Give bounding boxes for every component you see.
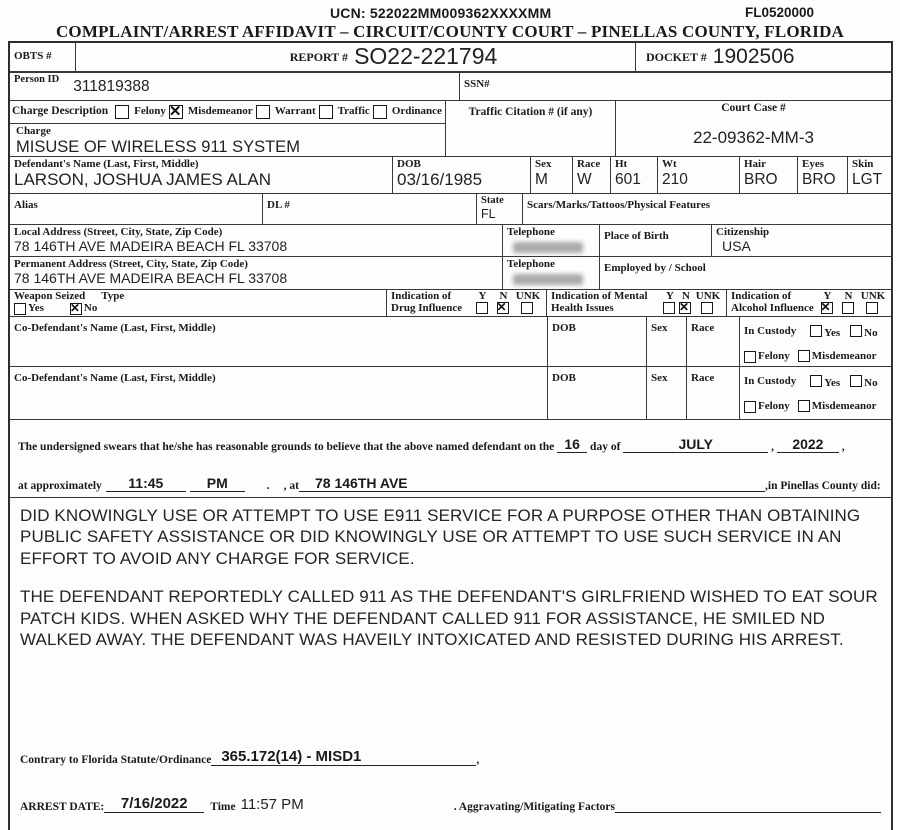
report-number-cell (76, 43, 636, 71)
statement-line1-text: The undersigned swears that he/she has reasonable grounds to believe that the above named defendant on the (18, 441, 555, 454)
alias-cell (10, 194, 263, 224)
codefendant-custody-cell (740, 317, 891, 366)
drug-influence-label-2: Drug Influence (391, 302, 463, 315)
hair-label: Hair (744, 158, 766, 170)
weight-cell (658, 157, 740, 193)
local-telephone-label: Telephone (507, 226, 555, 238)
ampm-blank: PM (190, 475, 245, 492)
defendant-row (10, 157, 891, 194)
alcohol-y-checkbox (821, 302, 833, 314)
person-id-cell (10, 73, 460, 100)
traffic-checkbox (319, 105, 333, 119)
height-cell (611, 157, 658, 193)
misdemeanor-label: Misdemeanor (187, 105, 253, 118)
person-id-label: Person ID (14, 74, 60, 85)
sex-label: Sex (535, 158, 552, 170)
redacted-telephone-value (513, 242, 583, 253)
y-column-label: Y (823, 290, 832, 303)
month-blank: JULY (623, 436, 768, 453)
aggravating-blank (615, 812, 881, 813)
local-address-label: Local Address (Street, City, State, Zip Code) (14, 226, 223, 238)
alcohol-influence-label-1: Indication of (731, 290, 792, 303)
mental-health-label-2: Health Issues (551, 302, 614, 315)
comma: , (771, 441, 775, 454)
mental-y-checkbox (663, 302, 675, 314)
unk-column-label: UNK (695, 290, 721, 303)
statute-label: Contrary to Florida Statute/Ordinance (20, 754, 212, 767)
form-code: FL0520000 (745, 5, 815, 20)
court-case-number: 22-09362-MM-3 (693, 127, 814, 147)
court-case-label: Court Case # (721, 102, 786, 114)
docket-number: 1902506 (712, 45, 795, 69)
local-address-cell (10, 225, 503, 256)
custody-yes-checkbox (810, 325, 822, 337)
obts-cell (10, 43, 76, 71)
dob-value: 03/16/1985 (397, 170, 483, 190)
codefendant-name-cell (10, 317, 548, 366)
weapon-no-label: No (83, 302, 98, 315)
codefendant-dob-label: DOB (552, 372, 576, 384)
charge-row (10, 101, 891, 157)
location-blank: 78 146TH AVE (299, 475, 765, 492)
charge-value-cell (10, 124, 445, 156)
mental-health-cell (547, 290, 727, 316)
custody-no-checkbox (850, 375, 862, 387)
alcohol-n-checkbox (842, 302, 854, 314)
codefendant-custody-cell (740, 367, 891, 419)
race-cell (573, 157, 611, 193)
traffic-citation-label: Traffic Citation # (if any) (468, 106, 593, 118)
alias-row (10, 194, 891, 225)
alcohol-influence-label-2: Alcohol Influence (731, 302, 814, 315)
weight-label: Wt (662, 158, 677, 170)
report-number: SO22-221794 (354, 43, 498, 70)
weapon-yes-checkbox (14, 303, 26, 315)
codefendant-dob-cell (548, 367, 647, 419)
obts-report-docket-row (10, 43, 891, 73)
report-label: REPORT # (289, 49, 349, 64)
state-label: State (481, 195, 504, 206)
codefendant-name-label: Co-Defendant's Name (Last, First, Middle) (14, 322, 216, 334)
sex-value: M (535, 171, 548, 189)
drug-y-checkbox (476, 302, 488, 314)
felony-label: Felony (134, 105, 166, 118)
charge-label: Charge (16, 125, 51, 137)
codefendant-row-2 (10, 367, 891, 420)
local-telephone-cell (503, 225, 600, 256)
weapon-no-checkbox (70, 303, 82, 315)
state-value: FL (481, 206, 496, 221)
ssn-cell (460, 73, 891, 100)
height-value: 601 (615, 171, 641, 189)
y-column-label: Y (478, 290, 487, 303)
custody-felony-label: Felony (758, 350, 790, 363)
court-case-cell (616, 101, 891, 156)
sworn-statement (10, 420, 891, 498)
skin-label: Skin (852, 158, 874, 170)
arrest-time-value: 11:57 PM (240, 795, 304, 813)
drug-n-checkbox (497, 302, 509, 314)
custody-yes-label: Yes (824, 377, 841, 389)
custody-felony-checkbox (744, 401, 756, 413)
custody-misdemeanor-label: Misdemeanor (811, 350, 877, 363)
person-id-value: 311819388 (73, 78, 150, 95)
at-approximately-label: at approximately (18, 480, 102, 493)
skin-cell (848, 157, 891, 193)
in-custody-label: In Custody (744, 375, 797, 388)
n-column-label: N (682, 290, 690, 303)
traffic-label: Traffic (337, 105, 370, 118)
weapon-type-label: Type (101, 290, 125, 303)
y-column-label: Y (666, 290, 674, 303)
citizenship-label: Citizenship (716, 226, 770, 238)
narrative-section (10, 498, 891, 830)
state-cell (477, 194, 523, 224)
charge-type-checkbox-strip (10, 101, 445, 124)
affidavit-form (8, 41, 893, 830)
mental-health-label-1: Indication of Mental (551, 290, 648, 303)
codefendant-race-cell (687, 367, 740, 419)
weapon-seized-cell (10, 290, 387, 316)
arrest-date-blank: 7/16/2022 (104, 795, 204, 813)
docket-number-cell (636, 43, 891, 71)
unk-column-label: UNK (515, 290, 541, 303)
ordinance-label: Ordinance (391, 105, 442, 118)
permanent-telephone-cell (503, 257, 600, 289)
n-column-label: N (844, 290, 853, 303)
place-of-birth-label: Place of Birth (604, 230, 669, 242)
time-label: Time (210, 801, 236, 814)
permanent-address-cell (10, 257, 503, 289)
citizenship-cell (712, 225, 891, 256)
alias-label: Alias (14, 199, 38, 211)
defendant-name-label: Defendant's Name (Last, First, Middle) (14, 158, 199, 170)
sex-cell (531, 157, 573, 193)
permanent-address-value: 78 146TH AVE MADEIRA BEACH FL 33708 (14, 270, 288, 287)
custody-misdemeanor-checkbox (798, 400, 810, 412)
scars-cell (523, 194, 891, 224)
dl-number-label: DL # (267, 199, 290, 211)
drug-unk-checkbox (521, 302, 533, 314)
indicators-row (10, 290, 891, 317)
citizenship-value: USA (722, 238, 751, 255)
custody-no-label: No (864, 327, 878, 339)
aggravating-label: . Aggravating/Mitigating Factors (453, 801, 615, 814)
felony-checkbox (115, 105, 129, 119)
alcohol-unk-checkbox (866, 302, 878, 314)
hair-cell (740, 157, 798, 193)
custody-no-label: No (864, 377, 878, 389)
n-column-label: N (499, 290, 508, 303)
codefendant-sex-cell (647, 317, 687, 366)
codefendant-sex-label: Sex (651, 372, 668, 384)
permanent-address-label: Permanent Address (Street, City, State, Zip Code) (14, 258, 248, 270)
eyes-value: BRO (802, 171, 836, 189)
document-title: COMPLAINT/ARREST AFFIDAVIT – CIRCUIT/COUNTY COURT – PINELLAS COUNTY, FLORIDA (55, 22, 845, 41)
codefendant-sex-label: Sex (651, 322, 668, 334)
hair-value: BRO (744, 171, 778, 189)
ucn-number: UCN: 522022MM009362XXXXMM (330, 5, 552, 21)
day-of-label: day of (590, 441, 621, 454)
arrest-date-label: ARREST DATE: (20, 801, 105, 814)
incident-narrative-paragraph: THE DEFENDANT REPORTEDLY CALLED 911 AS THE DEFENDANT'S GIRLFRIEND WISHED TO EAT SOUR PATCH KIDS. WHEN ASKED WHY THE DEFENDANT CALLED 911 FOR ASSISTANCE, HE SMILED ND WALKED AWAY. THE DEFENDANT WAS HAVEILY INTOXICATED AND RESISTED DURING HIS ARREST. (20, 587, 878, 650)
custody-yes-label: Yes (824, 327, 841, 339)
local-address-row (10, 225, 891, 257)
in-custody-label: In Custody (744, 325, 797, 338)
height-label: Ht (615, 158, 628, 170)
day-blank: 16 (557, 436, 587, 453)
obts-label: OBTS # (14, 50, 52, 63)
arrest-line (20, 795, 881, 813)
dl-number-cell (263, 194, 477, 224)
weapon-seized-label: Weapon Seized (14, 290, 86, 303)
period: . (266, 480, 270, 493)
unk-column-label: UNK (860, 290, 886, 303)
weight-value: 210 (662, 171, 688, 189)
race-label: Race (577, 158, 601, 170)
redacted-telephone-value (513, 274, 583, 285)
ordinance-checkbox (373, 105, 387, 119)
drug-influence-label-1: Indication of (391, 290, 452, 303)
year-blank: 2022 (777, 436, 839, 453)
statute-suffix: , (476, 754, 480, 767)
codefendant-name-cell (10, 367, 548, 419)
misdemeanor-checkbox (169, 105, 183, 119)
charge-narrative-paragraph: DID KNOWINGLY USE OR ATTEMPT TO USE E911 SERVICE FOR A PURPOSE OTHER THAN OBTAINING PUBLIC SAFETY ASSISTANCE OR DID KNOWINGLY USE OR ATTEMPT TO USE SUCH SERVICE IN AN EFFORT TO AVOID ANY CHARGE FOR SERVICE. (20, 506, 861, 568)
warrant-label: Warrant (274, 105, 316, 118)
defendant-name-cell (10, 157, 393, 193)
skin-value: LGT (852, 171, 883, 189)
ssn-label: SSN# (464, 78, 490, 90)
scars-label: Scars/Marks/Tattoos/Physical Features (527, 199, 711, 211)
custody-felony-label: Felony (758, 400, 790, 413)
dob-cell (393, 157, 531, 193)
race-value: W (577, 171, 592, 189)
codefendant-race-label: Race (691, 372, 715, 384)
charge-value: MISUSE OF WIRELESS 911 SYSTEM (16, 138, 300, 156)
comma: , (841, 441, 845, 454)
eyes-cell (798, 157, 848, 193)
custody-no-checkbox (850, 325, 862, 337)
charge-description-cell (10, 101, 446, 156)
docket-label: DOCKET # (646, 49, 707, 64)
employed-by-cell (600, 257, 891, 289)
codefendant-race-label: Race (691, 322, 715, 334)
charge-description-label: Charge Description (12, 105, 109, 118)
local-address-value: 78 146TH AVE MADEIRA BEACH FL 33708 (14, 238, 288, 255)
codefendant-dob-label: DOB (552, 322, 576, 334)
custody-misdemeanor-checkbox (798, 350, 810, 362)
dob-label: DOB (397, 158, 421, 170)
codefendant-race-cell (687, 317, 740, 366)
custody-yes-checkbox (810, 375, 822, 387)
person-id-row (10, 73, 891, 101)
employed-by-label: Employed by / School (604, 262, 706, 274)
codefendant-row-1 (10, 317, 891, 367)
defendant-name: LARSON, JOSHUA JAMES ALAN (14, 170, 271, 190)
codefendant-dob-cell (548, 317, 647, 366)
traffic-citation-cell (446, 101, 616, 156)
weapon-yes-label: Yes (28, 302, 44, 315)
time-blank: 11:45 (106, 475, 186, 492)
codefendant-sex-cell (647, 367, 687, 419)
alcohol-influence-cell (727, 290, 891, 316)
mental-unk-checkbox (701, 302, 713, 314)
statement-closing: ,in Pinellas County did: (765, 480, 881, 493)
custody-misdemeanor-label: Misdemeanor (811, 400, 877, 413)
place-of-birth-cell (600, 225, 712, 256)
mental-n-checkbox (679, 302, 691, 314)
codefendant-name-label: Co-Defendant's Name (Last, First, Middle) (14, 372, 216, 384)
statute-blank: 365.172(14) - MISD1 (211, 748, 476, 766)
drug-influence-cell (387, 290, 547, 316)
custody-felony-checkbox (744, 351, 756, 363)
permanent-telephone-label: Telephone (507, 258, 555, 270)
permanent-address-row (10, 257, 891, 290)
eyes-label: Eyes (802, 158, 824, 170)
at-label: , at (283, 480, 300, 493)
statute-line (20, 748, 479, 766)
warrant-checkbox (256, 105, 270, 119)
